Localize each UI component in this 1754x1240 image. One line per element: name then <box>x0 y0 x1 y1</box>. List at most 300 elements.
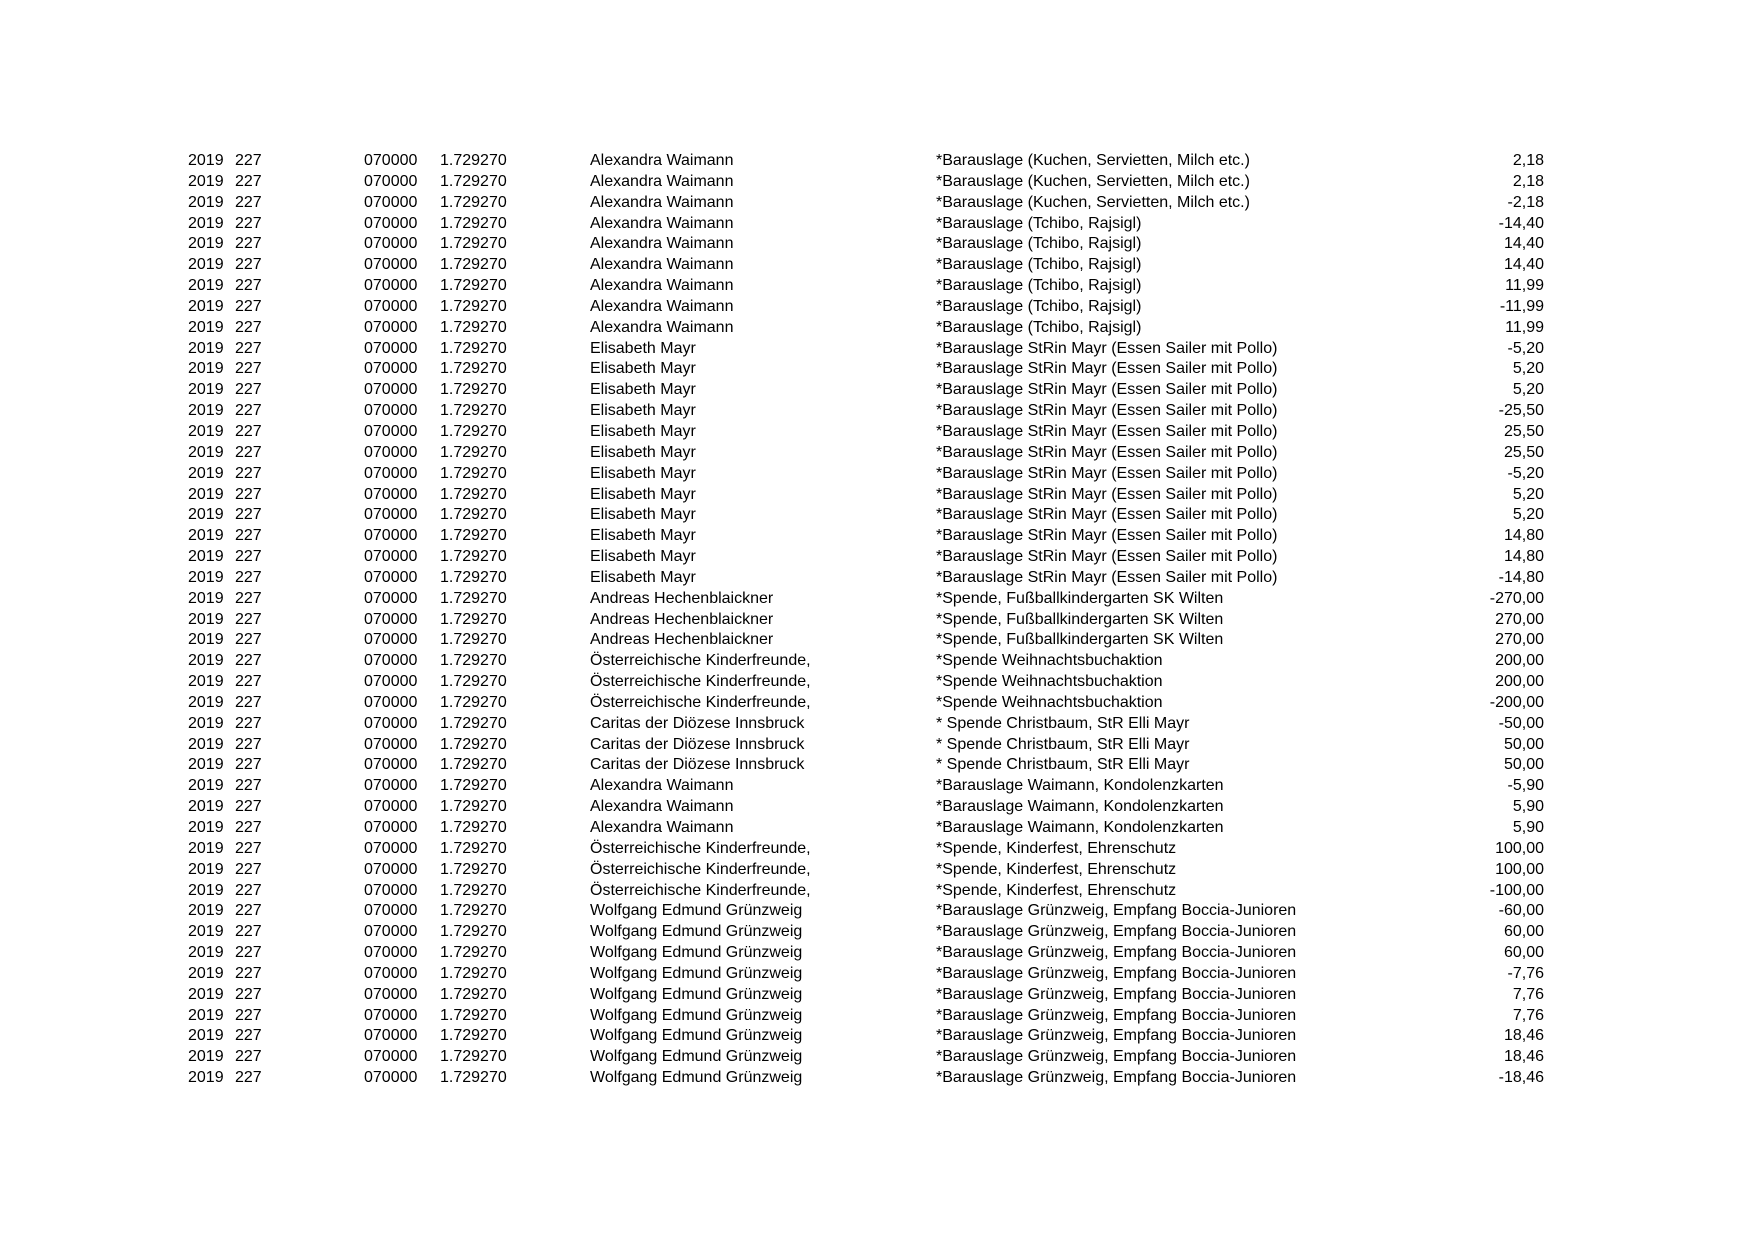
account-cell: 1.729270 <box>440 798 507 816</box>
name-cell: Andreas Hechenblaickner <box>590 610 774 628</box>
year-cell: 2019 <box>188 673 224 691</box>
table-row <box>0 776 1754 797</box>
name-cell: Elisabeth Mayr <box>590 485 696 503</box>
description-cell: *Barauslage StRin Mayr (Essen Sailer mit Pollo) <box>936 485 1278 503</box>
year-cell: 2019 <box>188 318 224 336</box>
amount-cell: -2,18 <box>1507 193 1544 211</box>
amount-cell: 200,00 <box>1495 673 1544 691</box>
description-cell: *Spende Weihnachtsbuchaktion <box>936 673 1163 691</box>
year-cell: 2019 <box>188 1027 224 1045</box>
name-cell: Elisabeth Mayr <box>590 443 696 461</box>
table-row <box>0 505 1754 526</box>
entry-number-cell: 227 <box>235 381 262 399</box>
year-cell: 2019 <box>188 506 224 524</box>
amount-cell: -25,50 <box>1498 402 1544 420</box>
table-row <box>0 922 1754 943</box>
year-cell: 2019 <box>188 964 224 982</box>
year-cell: 2019 <box>188 860 224 878</box>
entry-number-cell: 227 <box>235 506 262 524</box>
account-cell: 1.729270 <box>440 527 507 545</box>
entry-number-cell: 227 <box>235 652 262 670</box>
year-cell: 2019 <box>188 985 224 1003</box>
entry-number-cell: 227 <box>235 568 262 586</box>
table-row <box>0 255 1754 276</box>
description-cell: *Barauslage Grünzweig, Empfang Boccia-Junioren <box>936 923 1297 941</box>
name-cell: Österreichische Kinderfreunde, <box>590 652 811 670</box>
year-cell: 2019 <box>188 610 224 628</box>
amount-cell: 270,00 <box>1495 610 1544 628</box>
name-cell: Österreichische Kinderfreunde, <box>590 673 811 691</box>
description-cell: *Barauslage StRin Mayr (Essen Sailer mit Pollo) <box>936 381 1278 399</box>
amount-cell: -14,80 <box>1498 568 1544 586</box>
code-cell: 070000 <box>364 839 418 857</box>
account-cell: 1.729270 <box>440 923 507 941</box>
table-row <box>0 151 1754 172</box>
entry-number-cell: 227 <box>235 860 262 878</box>
table-row <box>0 1006 1754 1027</box>
description-cell: * Spende Christbaum, StR Elli Mayr <box>936 756 1190 774</box>
name-cell: Wolfgang Edmund Grünzweig <box>590 1027 803 1045</box>
account-cell: 1.729270 <box>440 1027 507 1045</box>
amount-cell: -100,00 <box>1489 881 1544 899</box>
code-cell: 070000 <box>364 902 418 920</box>
code-cell: 070000 <box>364 1027 418 1045</box>
description-cell: * Spende Christbaum, StR Elli Mayr <box>936 735 1190 753</box>
account-cell: 1.729270 <box>440 277 507 295</box>
code-cell: 070000 <box>364 193 418 211</box>
year-cell: 2019 <box>188 464 224 482</box>
table-row <box>0 234 1754 255</box>
amount-cell: 50,00 <box>1503 735 1544 753</box>
amount-cell: 18,46 <box>1503 1027 1544 1045</box>
name-cell: Caritas der Diözese Innsbruck <box>590 714 805 732</box>
ledger-table <box>0 151 1754 1089</box>
account-cell: 1.729270 <box>440 714 507 732</box>
description-cell: *Spende, Fußballkindergarten SK Wilten <box>936 631 1224 649</box>
amount-cell: -5,90 <box>1507 777 1544 795</box>
account-cell: 1.729270 <box>440 756 507 774</box>
table-row <box>0 860 1754 881</box>
description-cell: *Barauslage StRin Mayr (Essen Sailer mit Pollo) <box>936 402 1278 420</box>
year-cell: 2019 <box>188 256 224 274</box>
year-cell: 2019 <box>188 693 224 711</box>
table-row <box>0 339 1754 360</box>
year-cell: 2019 <box>188 944 224 962</box>
description-cell: *Barauslage Grünzweig, Empfang Boccia-Junioren <box>936 902 1297 920</box>
name-cell: Alexandra Waimann <box>590 297 734 315</box>
description-cell: *Barauslage Grünzweig, Empfang Boccia-Junioren <box>936 964 1297 982</box>
name-cell: Elisabeth Mayr <box>590 360 696 378</box>
entry-number-cell: 227 <box>235 735 262 753</box>
amount-cell: 14,40 <box>1503 256 1544 274</box>
entry-number-cell: 227 <box>235 902 262 920</box>
amount-cell: 14,80 <box>1503 548 1544 566</box>
amount-cell: 5,20 <box>1512 506 1544 524</box>
table-row <box>0 214 1754 235</box>
code-cell: 070000 <box>364 652 418 670</box>
entry-number-cell: 227 <box>235 756 262 774</box>
amount-cell: 14,80 <box>1503 527 1544 545</box>
description-cell: *Barauslage StRin Mayr (Essen Sailer mit Pollo) <box>936 443 1278 461</box>
account-cell: 1.729270 <box>440 360 507 378</box>
year-cell: 2019 <box>188 902 224 920</box>
year-cell: 2019 <box>188 402 224 420</box>
table-row <box>0 797 1754 818</box>
description-cell: *Barauslage (Kuchen, Servietten, Milch etc.) <box>936 152 1250 169</box>
year-cell: 2019 <box>188 923 224 941</box>
name-cell: Elisabeth Mayr <box>590 506 696 524</box>
year-cell: 2019 <box>188 652 224 670</box>
entry-number-cell: 227 <box>235 964 262 982</box>
entry-number-cell: 227 <box>235 944 262 962</box>
name-cell: Wolfgang Edmund Grünzweig <box>590 902 803 920</box>
entry-number-cell: 227 <box>235 798 262 816</box>
entry-number-cell: 227 <box>235 548 262 566</box>
code-cell: 070000 <box>364 1048 418 1066</box>
amount-cell: 2,18 <box>1512 172 1544 190</box>
year-cell: 2019 <box>188 235 224 253</box>
amount-cell: 100,00 <box>1495 860 1544 878</box>
name-cell: Elisabeth Mayr <box>590 402 696 420</box>
amount-cell: 50,00 <box>1503 756 1544 774</box>
name-cell: Wolfgang Edmund Grünzweig <box>590 1069 803 1087</box>
entry-number-cell: 227 <box>235 318 262 336</box>
table-row <box>0 651 1754 672</box>
amount-cell: -60,00 <box>1498 902 1544 920</box>
code-cell: 070000 <box>364 381 418 399</box>
description-cell: *Spende, Kinderfest, Ehrenschutz <box>936 860 1177 878</box>
year-cell: 2019 <box>188 1006 224 1024</box>
amount-cell: 270,00 <box>1495 631 1544 649</box>
year-cell: 2019 <box>188 735 224 753</box>
description-cell: *Barauslage StRin Mayr (Essen Sailer mit Pollo) <box>936 360 1278 378</box>
name-cell: Elisabeth Mayr <box>590 381 696 399</box>
table-row <box>0 630 1754 651</box>
entry-number-cell: 227 <box>235 819 262 836</box>
amount-cell: 5,20 <box>1512 360 1544 378</box>
entry-number-cell: 227 <box>235 277 262 295</box>
entry-number-cell: 227 <box>235 443 262 461</box>
code-cell: 070000 <box>364 464 418 482</box>
description-cell: *Barauslage Waimann, Kondolenzkarten <box>936 798 1224 816</box>
name-cell: Elisabeth Mayr <box>590 548 696 566</box>
code-cell: 070000 <box>364 714 418 732</box>
description-cell: *Barauslage (Tchibo, Rajsigl) <box>936 235 1142 253</box>
code-cell: 070000 <box>364 610 418 628</box>
account-cell: 1.729270 <box>440 339 507 357</box>
code-cell: 070000 <box>364 985 418 1003</box>
description-cell: *Barauslage (Kuchen, Servietten, Milch etc.) <box>936 172 1250 190</box>
code-cell: 070000 <box>364 402 418 420</box>
description-cell: *Barauslage StRin Mayr (Essen Sailer mit Pollo) <box>936 339 1278 357</box>
year-cell: 2019 <box>188 568 224 586</box>
year-cell: 2019 <box>188 422 224 440</box>
name-cell: Alexandra Waimann <box>590 214 734 232</box>
code-cell: 070000 <box>364 152 418 169</box>
code-cell: 070000 <box>364 964 418 982</box>
year-cell: 2019 <box>188 1048 224 1066</box>
entry-number-cell: 227 <box>235 714 262 732</box>
entry-number-cell: 227 <box>235 631 262 649</box>
amount-cell: 60,00 <box>1503 944 1544 962</box>
code-cell: 070000 <box>364 172 418 190</box>
name-cell: Alexandra Waimann <box>590 277 734 295</box>
amount-cell: 7,76 <box>1512 985 1544 1003</box>
entry-number-cell: 227 <box>235 693 262 711</box>
account-cell: 1.729270 <box>440 568 507 586</box>
table-row <box>0 589 1754 610</box>
name-cell: Wolfgang Edmund Grünzweig <box>590 944 803 962</box>
amount-cell: -5,20 <box>1507 464 1544 482</box>
table-row <box>0 610 1754 631</box>
entry-number-cell: 227 <box>235 485 262 503</box>
account-cell: 1.729270 <box>440 735 507 753</box>
table-row <box>0 735 1754 756</box>
amount-cell: 60,00 <box>1503 923 1544 941</box>
amount-cell: 5,20 <box>1512 381 1544 399</box>
description-cell: *Barauslage Grünzweig, Empfang Boccia-Junioren <box>936 1006 1297 1024</box>
code-cell: 070000 <box>364 756 418 774</box>
entry-number-cell: 227 <box>235 610 262 628</box>
code-cell: 070000 <box>364 944 418 962</box>
code-cell: 070000 <box>364 589 418 607</box>
description-cell: *Barauslage (Tchibo, Rajsigl) <box>936 256 1142 274</box>
code-cell: 070000 <box>364 256 418 274</box>
entry-number-cell: 227 <box>235 1048 262 1066</box>
code-cell: 070000 <box>364 548 418 566</box>
amount-cell: 100,00 <box>1495 839 1544 857</box>
description-cell: *Barauslage (Tchibo, Rajsigl) <box>936 277 1142 295</box>
table-row <box>0 1026 1754 1047</box>
description-cell: *Barauslage (Kuchen, Servietten, Milch etc.) <box>936 193 1250 211</box>
amount-cell: -5,20 <box>1507 339 1544 357</box>
year-cell: 2019 <box>188 360 224 378</box>
year-cell: 2019 <box>188 714 224 732</box>
code-cell: 070000 <box>364 881 418 899</box>
entry-number-cell: 227 <box>235 172 262 190</box>
name-cell: Elisabeth Mayr <box>590 568 696 586</box>
table-row <box>0 755 1754 776</box>
account-cell: 1.729270 <box>440 673 507 691</box>
description-cell: *Spende, Kinderfest, Ehrenschutz <box>936 881 1177 899</box>
amount-cell: 5,90 <box>1512 819 1544 836</box>
description-cell: * Spende Christbaum, StR Elli Mayr <box>936 714 1190 732</box>
amount-cell: 5,20 <box>1512 485 1544 503</box>
name-cell: Elisabeth Mayr <box>590 422 696 440</box>
year-cell: 2019 <box>188 297 224 315</box>
name-cell: Wolfgang Edmund Grünzweig <box>590 1048 803 1066</box>
account-cell: 1.729270 <box>440 839 507 857</box>
account-cell: 1.729270 <box>440 985 507 1003</box>
account-cell: 1.729270 <box>440 652 507 670</box>
account-cell: 1.729270 <box>440 318 507 336</box>
name-cell: Alexandra Waimann <box>590 235 734 253</box>
entry-number-cell: 227 <box>235 1006 262 1024</box>
code-cell: 070000 <box>364 527 418 545</box>
description-cell: *Barauslage StRin Mayr (Essen Sailer mit Pollo) <box>936 422 1278 440</box>
entry-number-cell: 227 <box>235 673 262 691</box>
account-cell: 1.729270 <box>440 819 507 836</box>
entry-number-cell: 227 <box>235 235 262 253</box>
amount-cell: 11,99 <box>1505 318 1544 336</box>
name-cell: Alexandra Waimann <box>590 819 734 836</box>
entry-number-cell: 227 <box>235 422 262 440</box>
account-cell: 1.729270 <box>440 610 507 628</box>
account-cell: 1.729270 <box>440 964 507 982</box>
account-cell: 1.729270 <box>440 881 507 899</box>
amount-cell: 25,50 <box>1503 443 1544 461</box>
entry-number-cell: 227 <box>235 527 262 545</box>
entry-number-cell: 227 <box>235 152 262 169</box>
account-cell: 1.729270 <box>440 443 507 461</box>
year-cell: 2019 <box>188 381 224 399</box>
name-cell: Österreichische Kinderfreunde, <box>590 860 811 878</box>
amount-cell: 7,76 <box>1512 1006 1544 1024</box>
entry-number-cell: 227 <box>235 1069 262 1087</box>
amount-cell: -270,00 <box>1489 589 1544 607</box>
description-cell: *Barauslage StRin Mayr (Essen Sailer mit Pollo) <box>936 527 1278 545</box>
name-cell: Alexandra Waimann <box>590 193 734 211</box>
entry-number-cell: 227 <box>235 777 262 795</box>
table-row <box>0 985 1754 1006</box>
description-cell: *Barauslage Grünzweig, Empfang Boccia-Junioren <box>936 1027 1297 1045</box>
account-cell: 1.729270 <box>440 1048 507 1066</box>
year-cell: 2019 <box>188 819 224 836</box>
account-cell: 1.729270 <box>440 1006 507 1024</box>
year-cell: 2019 <box>188 172 224 190</box>
year-cell: 2019 <box>188 152 224 169</box>
year-cell: 2019 <box>188 339 224 357</box>
code-cell: 070000 <box>364 1006 418 1024</box>
amount-cell: 25,50 <box>1503 422 1544 440</box>
code-cell: 070000 <box>364 506 418 524</box>
name-cell: Wolfgang Edmund Grünzweig <box>590 964 803 982</box>
year-cell: 2019 <box>188 839 224 857</box>
year-cell: 2019 <box>188 881 224 899</box>
account-cell: 1.729270 <box>440 402 507 420</box>
name-cell: Österreichische Kinderfreunde, <box>590 881 811 899</box>
name-cell: Wolfgang Edmund Grünzweig <box>590 1006 803 1024</box>
year-cell: 2019 <box>188 631 224 649</box>
description-cell: *Barauslage (Tchibo, Rajsigl) <box>936 214 1142 232</box>
code-cell: 070000 <box>364 631 418 649</box>
amount-cell: 200,00 <box>1495 652 1544 670</box>
amount-cell: 2,18 <box>1512 152 1544 169</box>
amount-cell: -14,40 <box>1498 214 1544 232</box>
table-row <box>0 359 1754 380</box>
name-cell: Alexandra Waimann <box>590 798 734 816</box>
year-cell: 2019 <box>188 589 224 607</box>
code-cell: 070000 <box>364 798 418 816</box>
entry-number-cell: 227 <box>235 339 262 357</box>
table-row <box>0 818 1754 839</box>
name-cell: Österreichische Kinderfreunde, <box>590 839 811 857</box>
entry-number-cell: 227 <box>235 881 262 899</box>
code-cell: 070000 <box>364 235 418 253</box>
code-cell: 070000 <box>364 277 418 295</box>
table-row <box>0 276 1754 297</box>
amount-cell: 5,90 <box>1512 798 1544 816</box>
name-cell: Elisabeth Mayr <box>590 339 696 357</box>
table-row <box>0 901 1754 922</box>
account-cell: 1.729270 <box>440 152 507 169</box>
description-cell: *Barauslage StRin Mayr (Essen Sailer mit Pollo) <box>936 464 1278 482</box>
entry-number-cell: 227 <box>235 839 262 857</box>
entry-number-cell: 227 <box>235 923 262 941</box>
table-row <box>0 547 1754 568</box>
account-cell: 1.729270 <box>440 1069 507 1087</box>
description-cell: *Barauslage StRin Mayr (Essen Sailer mit Pollo) <box>936 506 1278 524</box>
entry-number-cell: 227 <box>235 193 262 211</box>
table-row <box>0 526 1754 547</box>
entry-number-cell: 227 <box>235 360 262 378</box>
amount-cell: 11,99 <box>1505 277 1544 295</box>
description-cell: *Spende, Kinderfest, Ehrenschutz <box>936 839 1177 857</box>
entry-number-cell: 227 <box>235 256 262 274</box>
account-cell: 1.729270 <box>440 860 507 878</box>
amount-cell: 18,46 <box>1503 1048 1544 1066</box>
name-cell: Österreichische Kinderfreunde, <box>590 693 811 711</box>
description-cell: *Barauslage StRin Mayr (Essen Sailer mit Pollo) <box>936 548 1278 566</box>
table-row <box>0 1068 1754 1089</box>
code-cell: 070000 <box>364 214 418 232</box>
code-cell: 070000 <box>364 568 418 586</box>
table-row <box>0 443 1754 464</box>
table-row <box>0 401 1754 422</box>
amount-cell: -200,00 <box>1489 693 1544 711</box>
description-cell: *Spende, Fußballkindergarten SK Wilten <box>936 610 1224 628</box>
name-cell: Alexandra Waimann <box>590 152 734 169</box>
table-row <box>0 839 1754 860</box>
account-cell: 1.729270 <box>440 485 507 503</box>
description-cell: *Spende Weihnachtsbuchaktion <box>936 652 1163 670</box>
table-row <box>0 881 1754 902</box>
entry-number-cell: 227 <box>235 464 262 482</box>
code-cell: 070000 <box>364 860 418 878</box>
table-row <box>0 318 1754 339</box>
table-row <box>0 464 1754 485</box>
account-cell: 1.729270 <box>440 631 507 649</box>
table-row <box>0 568 1754 589</box>
description-cell: *Spende Weihnachtsbuchaktion <box>936 693 1163 711</box>
code-cell: 070000 <box>364 318 418 336</box>
account-cell: 1.729270 <box>440 902 507 920</box>
table-row <box>0 1047 1754 1068</box>
code-cell: 070000 <box>364 735 418 753</box>
year-cell: 2019 <box>188 1069 224 1087</box>
table-row <box>0 422 1754 443</box>
year-cell: 2019 <box>188 485 224 503</box>
table-row <box>0 485 1754 506</box>
description-cell: *Barauslage (Tchibo, Rajsigl) <box>936 318 1142 336</box>
account-cell: 1.729270 <box>440 464 507 482</box>
account-cell: 1.729270 <box>440 777 507 795</box>
amount-cell: 14,40 <box>1503 235 1544 253</box>
entry-number-cell: 227 <box>235 589 262 607</box>
year-cell: 2019 <box>188 548 224 566</box>
account-cell: 1.729270 <box>440 172 507 190</box>
code-cell: 070000 <box>364 777 418 795</box>
account-cell: 1.729270 <box>440 214 507 232</box>
table-row <box>0 943 1754 964</box>
year-cell: 2019 <box>188 527 224 545</box>
entry-number-cell: 227 <box>235 1027 262 1045</box>
year-cell: 2019 <box>188 443 224 461</box>
code-cell: 070000 <box>364 693 418 711</box>
description-cell: *Barauslage Grünzweig, Empfang Boccia-Junioren <box>936 1048 1297 1066</box>
amount-cell: -7,76 <box>1507 964 1544 982</box>
name-cell: Caritas der Diözese Innsbruck <box>590 756 805 774</box>
